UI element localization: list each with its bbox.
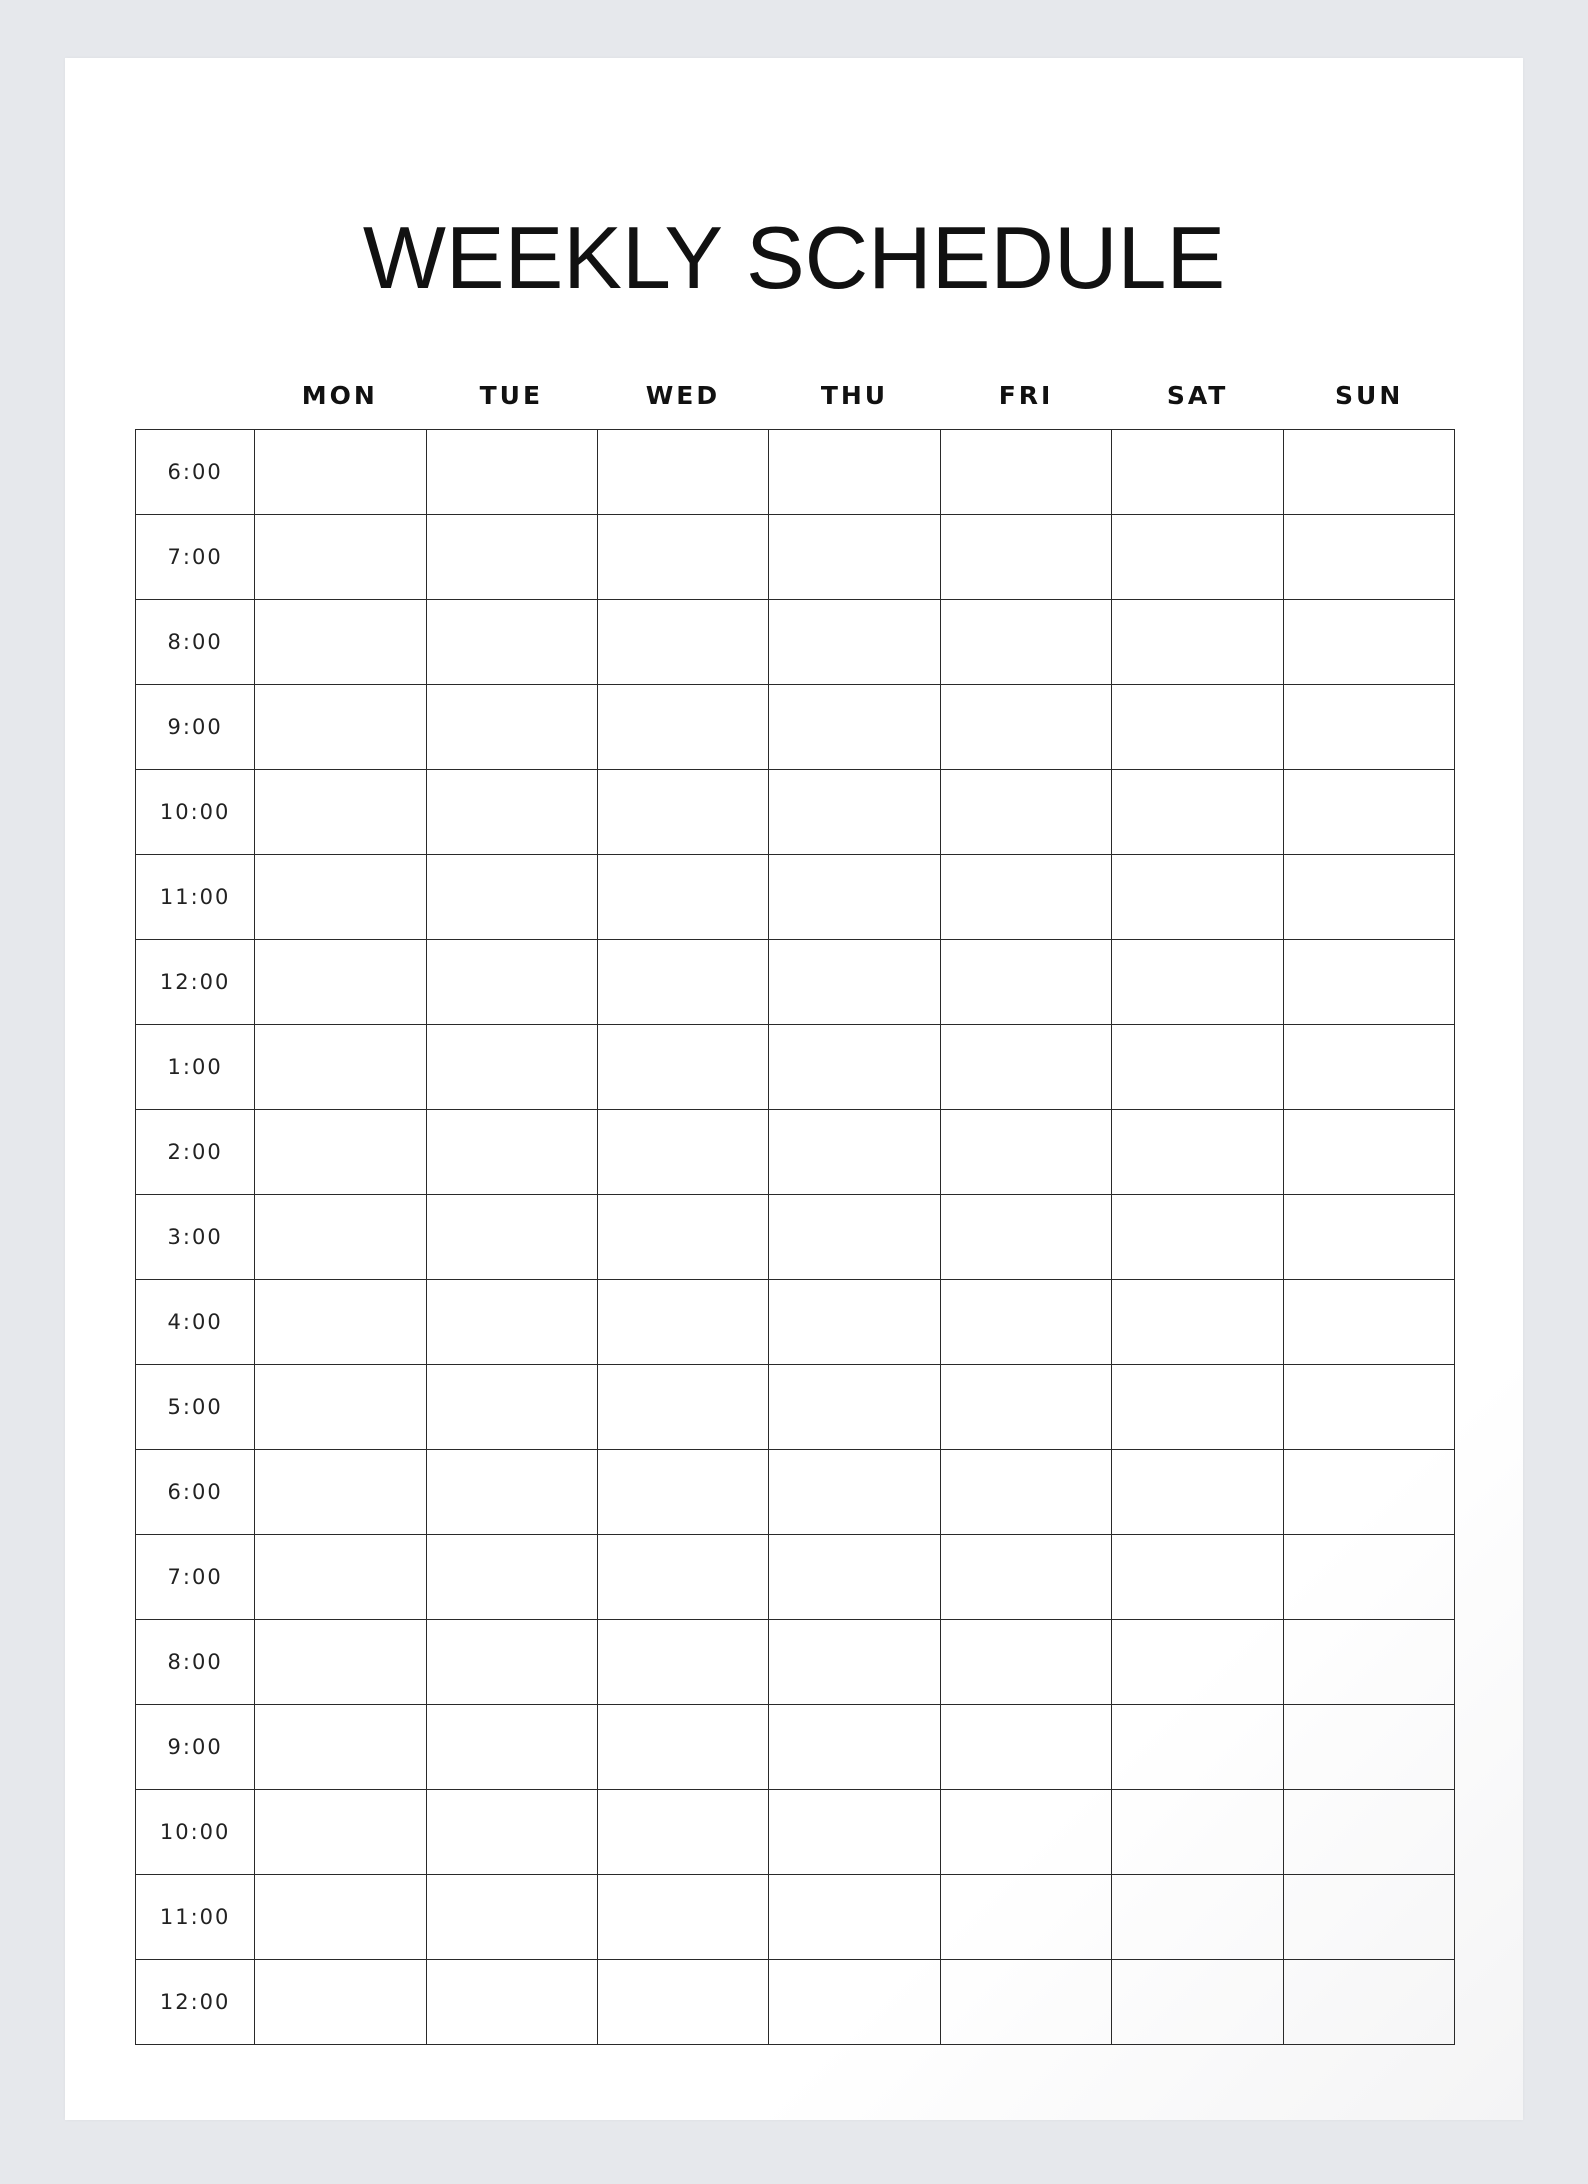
schedule-cell-sat: [1112, 1535, 1283, 1620]
schedule-cell-fri: [940, 1025, 1111, 1110]
schedule-cell-tue: [426, 1705, 597, 1790]
schedule-cell-fri: [940, 600, 1111, 685]
schedule-cell-wed: [598, 770, 769, 855]
schedule-cell-thu: [769, 1705, 940, 1790]
schedule-cell-sun: [1283, 430, 1454, 515]
schedule-cell-sun: [1283, 515, 1454, 600]
time-label: 1:00: [136, 1025, 255, 1110]
schedule-cell-tue: [426, 1110, 597, 1195]
day-header-tue: TUE: [479, 381, 544, 410]
schedule-cell-wed: [598, 855, 769, 940]
schedule-cell-thu: [769, 515, 940, 600]
schedule-grid-body: [136, 430, 1455, 2045]
schedule-cell-fri: [940, 430, 1111, 515]
schedule-cell-wed: [598, 1365, 769, 1450]
schedule-cell-mon: [255, 855, 426, 940]
schedule-cell-fri: [940, 1535, 1111, 1620]
schedule-cell-sat: [1112, 1705, 1283, 1790]
schedule-cell-mon: [255, 1960, 426, 2045]
schedule-cell-fri: [940, 1365, 1111, 1450]
schedule-cell-mon: [255, 1535, 426, 1620]
schedule-cell-tue: [426, 770, 597, 855]
schedule-cell-wed: [598, 1620, 769, 1705]
time-label: 2:00: [136, 1110, 255, 1195]
schedule-cell-thu: [769, 940, 940, 1025]
schedule-cell-tue: [426, 685, 597, 770]
time-row: [136, 685, 1455, 770]
schedule-cell-sat: [1112, 1960, 1283, 2045]
time-row: [136, 1960, 1455, 2045]
schedule-cell-thu: [769, 855, 940, 940]
schedule-page: [65, 58, 1523, 2120]
schedule-cell-mon: [255, 430, 426, 515]
schedule-cell-mon: [255, 1025, 426, 1110]
time-label: 5:00: [136, 1365, 255, 1450]
time-label: 3:00: [136, 1195, 255, 1280]
time-row: [136, 600, 1455, 685]
schedule-cell-fri: [940, 1450, 1111, 1535]
schedule-cell-mon: [255, 940, 426, 1025]
schedule-cell-mon: [255, 1195, 426, 1280]
schedule-cell-tue: [426, 1875, 597, 1960]
schedule-cell-wed: [598, 1195, 769, 1280]
schedule-cell-fri: [940, 1280, 1111, 1365]
schedule-cell-wed: [598, 1705, 769, 1790]
schedule-cell-mon: [255, 1620, 426, 1705]
schedule-cell-sun: [1283, 685, 1454, 770]
schedule-cell-mon: [255, 600, 426, 685]
time-label: 12:00: [136, 940, 255, 1025]
schedule-cell-sun: [1283, 1025, 1454, 1110]
schedule-cell-sat: [1112, 515, 1283, 600]
schedule-cell-thu: [769, 430, 940, 515]
schedule-cell-sun: [1283, 1620, 1454, 1705]
page-title: WEEKLY SCHEDULE: [362, 208, 1226, 307]
schedule-cell-wed: [598, 685, 769, 770]
time-label: 8:00: [136, 1620, 255, 1705]
schedule-cell-mon: [255, 1705, 426, 1790]
schedule-cell-thu: [769, 1875, 940, 1960]
schedule-cell-fri: [940, 1960, 1111, 2045]
schedule-cell-mon: [255, 1365, 426, 1450]
schedule-cell-thu: [769, 1790, 940, 1875]
schedule-cell-sun: [1283, 1280, 1454, 1365]
schedule-cell-thu: [769, 1195, 940, 1280]
time-label: 6:00: [136, 430, 255, 515]
schedule-cell-mon: [255, 1450, 426, 1535]
schedule-cell-sun: [1283, 1790, 1454, 1875]
schedule-cell-sat: [1112, 855, 1283, 940]
time-row: [136, 430, 1455, 515]
time-row: [136, 515, 1455, 600]
schedule-cell-tue: [426, 1025, 597, 1110]
schedule-cell-fri: [940, 1705, 1111, 1790]
schedule-cell-sat: [1112, 1195, 1283, 1280]
time-row: [136, 1365, 1455, 1450]
schedule-cell-sat: [1112, 430, 1283, 515]
time-label: 11:00: [136, 1875, 255, 1960]
schedule-cell-sat: [1112, 1025, 1283, 1110]
schedule-cell-sat: [1112, 1875, 1283, 1960]
time-label: 7:00: [136, 1535, 255, 1620]
schedule-cell-tue: [426, 430, 597, 515]
time-row: [136, 1620, 1455, 1705]
time-row: [136, 940, 1455, 1025]
schedule-cell-fri: [940, 1195, 1111, 1280]
day-header-sat: SAT: [1166, 381, 1229, 410]
schedule-cell-wed: [598, 430, 769, 515]
schedule-cell-thu: [769, 1280, 940, 1365]
time-row: [136, 1195, 1455, 1280]
time-row: [136, 1535, 1455, 1620]
schedule-cell-sat: [1112, 600, 1283, 685]
day-header-wed: WED: [645, 381, 721, 410]
time-label: 10:00: [136, 770, 255, 855]
schedule-cell-sun: [1283, 940, 1454, 1025]
schedule-cell-mon: [255, 1875, 426, 1960]
schedule-grid: [135, 429, 1455, 2045]
schedule-cell-sun: [1283, 1450, 1454, 1535]
schedule-cell-tue: [426, 1365, 597, 1450]
schedule-cell-wed: [598, 1025, 769, 1110]
time-row: [136, 1025, 1455, 1110]
schedule-cell-fri: [940, 855, 1111, 940]
schedule-cell-tue: [426, 1535, 597, 1620]
schedule-cell-sun: [1283, 1535, 1454, 1620]
schedule-cell-tue: [426, 515, 597, 600]
schedule-cell-sun: [1283, 1110, 1454, 1195]
schedule-cell-thu: [769, 770, 940, 855]
schedule-cell-sun: [1283, 855, 1454, 940]
schedule-cell-sat: [1112, 1110, 1283, 1195]
schedule-cell-sat: [1112, 1365, 1283, 1450]
schedule-cell-sun: [1283, 1960, 1454, 2045]
schedule-cell-sun: [1283, 1875, 1454, 1960]
schedule-cell-mon: [255, 1790, 426, 1875]
time-label: 10:00: [136, 1790, 255, 1875]
schedule-cell-fri: [940, 770, 1111, 855]
time-label: 9:00: [136, 685, 255, 770]
time-label: 11:00: [136, 855, 255, 940]
schedule-cell-thu: [769, 1025, 940, 1110]
schedule-cell-fri: [940, 1875, 1111, 1960]
time-label: 7:00: [136, 515, 255, 600]
time-row: [136, 1280, 1455, 1365]
schedule-cell-wed: [598, 1875, 769, 1960]
schedule-cell-tue: [426, 1790, 597, 1875]
time-row: [136, 770, 1455, 855]
schedule-cell-sat: [1112, 1450, 1283, 1535]
schedule-cell-sun: [1283, 1365, 1454, 1450]
day-header-sun: SUN: [1335, 381, 1404, 410]
schedule-cell-tue: [426, 940, 597, 1025]
schedule-cell-tue: [426, 1195, 597, 1280]
schedule-cell-thu: [769, 1110, 940, 1195]
schedule-cell-tue: [426, 1280, 597, 1365]
schedule-cell-tue: [426, 1620, 597, 1705]
schedule-cell-tue: [426, 855, 597, 940]
schedule-cell-thu: [769, 1620, 940, 1705]
schedule-cell-sun: [1283, 1705, 1454, 1790]
schedule-cell-wed: [598, 600, 769, 685]
time-row: [136, 855, 1455, 940]
time-row: [136, 1110, 1455, 1195]
day-header-thu: THU: [820, 381, 889, 410]
schedule-cell-sat: [1112, 1280, 1283, 1365]
schedule-cell-thu: [769, 600, 940, 685]
time-row: [136, 1875, 1455, 1960]
schedule-cell-thu: [769, 1450, 940, 1535]
schedule-cell-wed: [598, 1535, 769, 1620]
time-label: 9:00: [136, 1705, 255, 1790]
day-header-fri: FRI: [998, 381, 1054, 410]
schedule-cell-fri: [940, 1620, 1111, 1705]
schedule-cell-wed: [598, 940, 769, 1025]
schedule-cell-sun: [1283, 600, 1454, 685]
schedule-cell-fri: [940, 685, 1111, 770]
schedule-cell-tue: [426, 1450, 597, 1535]
schedule-cell-mon: [255, 1110, 426, 1195]
schedule-cell-sun: [1283, 770, 1454, 855]
schedule-cell-sat: [1112, 1790, 1283, 1875]
day-header-row: [254, 366, 1455, 426]
schedule-cell-mon: [255, 1280, 426, 1365]
schedule-cell-thu: [769, 1365, 940, 1450]
schedule-cell-mon: [255, 770, 426, 855]
schedule-cell-sat: [1112, 770, 1283, 855]
schedule-cell-wed: [598, 1280, 769, 1365]
time-row: [136, 1450, 1455, 1535]
time-row: [136, 1705, 1455, 1790]
schedule-cell-thu: [769, 1535, 940, 1620]
schedule-cell-mon: [255, 685, 426, 770]
time-label: 6:00: [136, 1450, 255, 1535]
schedule-cell-thu: [769, 1960, 940, 2045]
schedule-cell-wed: [598, 515, 769, 600]
time-label: 8:00: [136, 600, 255, 685]
schedule-cell-wed: [598, 1790, 769, 1875]
schedule-cell-thu: [769, 685, 940, 770]
schedule-cell-wed: [598, 1960, 769, 2045]
time-row: [136, 1790, 1455, 1875]
schedule-cell-sat: [1112, 1620, 1283, 1705]
time-label: 4:00: [136, 1280, 255, 1365]
schedule-cell-sat: [1112, 685, 1283, 770]
schedule-cell-wed: [598, 1110, 769, 1195]
schedule-cell-fri: [940, 1110, 1111, 1195]
schedule-cell-fri: [940, 940, 1111, 1025]
schedule-cell-fri: [940, 515, 1111, 600]
schedule-cell-tue: [426, 1960, 597, 2045]
time-label: 12:00: [136, 1960, 255, 2045]
day-header-mon: MON: [301, 381, 378, 410]
schedule-cell-mon: [255, 515, 426, 600]
schedule-cell-sun: [1283, 1195, 1454, 1280]
schedule-cell-fri: [940, 1790, 1111, 1875]
schedule-cell-sat: [1112, 940, 1283, 1025]
schedule-cell-tue: [426, 600, 597, 685]
schedule-cell-wed: [598, 1450, 769, 1535]
